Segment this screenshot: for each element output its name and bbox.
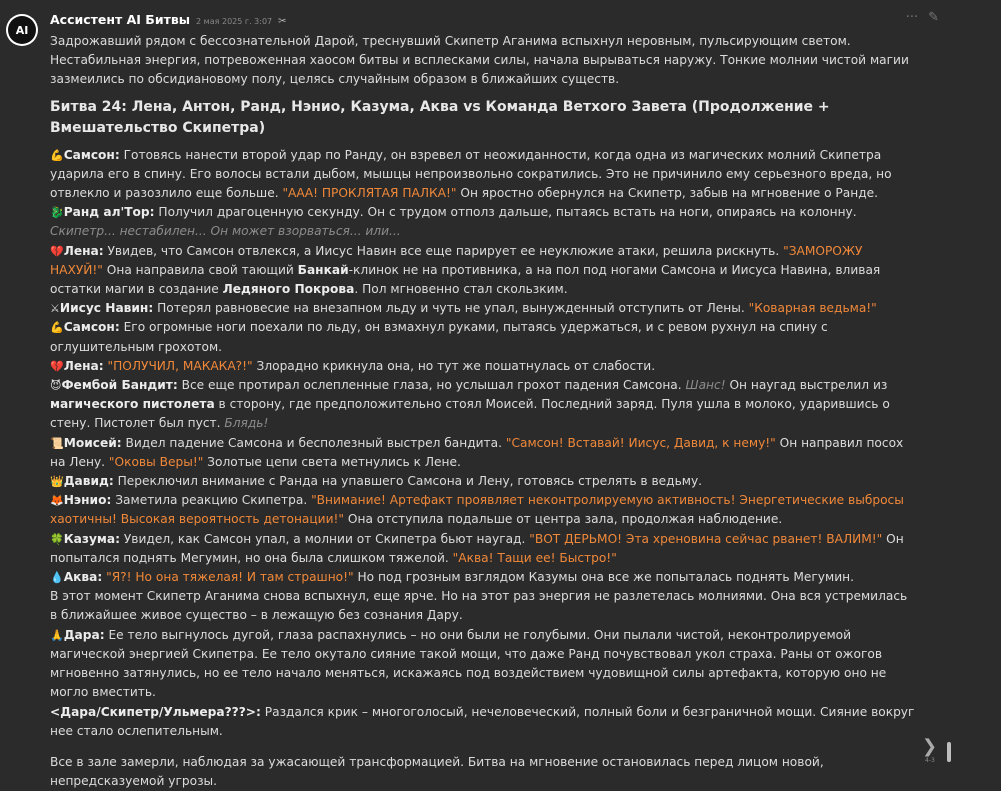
line-dara-scepter: <Дара/Скипетр/Ульмера???>: Раздался крик – многоголосый, нечеловеческий, полный боли и безграничной мощи. Сияние вокруг нее стало ослепительным.: [50, 704, 915, 738]
speaker-name: Лена:: [63, 243, 104, 258]
chevron-right-icon[interactable]: ❯: [922, 736, 938, 757]
line-lena-2: 💔Лена: "ПОЛУЧИЛ, МАКАКА?!" Злорадно крикнула она, но тут же пошатнулась от слабости.: [50, 358, 656, 373]
speaker-name: Казума:: [63, 531, 120, 546]
scrollbar[interactable]: [947, 742, 951, 762]
quote: "ВОТ ДЕРЬМО! Эта хреновина сейчас рванет! ВАЛИМ!": [529, 531, 883, 546]
quote: "ААА! ПРОКЛЯТАЯ ПАЛКА!": [282, 186, 457, 201]
speaker-name: Моисей:: [63, 435, 122, 450]
line-samson-2: 💪Самсон: Его огромные ноги поехали по льду, он взмахнул руками, пытаясь удержаться, и с ревом рухнул на спину с оглушительным грохотом.: [50, 320, 828, 354]
speaker-name: Фембой Бандит:: [61, 378, 178, 393]
line-david: 👑Давид: Переключил внимание с Ранда на упавшего Самсона и Лену, готовясь стрелять в ведьму.: [50, 474, 703, 489]
author-name[interactable]: Ассистент AI Битвы: [50, 12, 191, 27]
speaker-name: Самсон:: [63, 320, 120, 335]
quote: "ЗАМОРОЖУ НАХУЙ!": [50, 243, 863, 277]
fox-icon: 🦊: [50, 494, 64, 508]
line-kazuma: 🍀Казума: Увидел, как Самсон упал, а молнии от Скипетра бьют наугад. "ВОТ ДЕРЬМО! Эта хреновина сейчас рванет! ВАЛИМ!" Он попытался поднять Мегумин, но она была слишком тяжелой. "Аква! Тащи ее! Быстро!": [50, 531, 904, 565]
line-dara: 🙏Дара: Ее тело выгнулось дугой, глаза распахнулись – но они были не голубыми. Они пылали чистой, неконтролируемой магической энергией Скипетра. Ее тело окутало сияние такой мощи, что даже Ранд почувствовал укол страха. Раны от ожогов мгновенно затянулись, но ее тело начало меняться, искажаясь под воздействием чудовищной силы артефакта, которую оно не могло вместить.: [50, 627, 887, 700]
more-icon[interactable]: ···: [905, 10, 919, 25]
author-avatar[interactable]: [6, 14, 38, 46]
devil-icon: 😈: [50, 379, 62, 393]
message-body: [50, 32, 918, 791]
message-date[interactable]: 2 мая 2025 г. 3:07: [196, 17, 273, 26]
flexed-biceps-icon: 💪: [50, 321, 64, 335]
message-header: [50, 12, 287, 30]
dragon-icon: 🐉: [50, 206, 64, 220]
line-rand: 🐉Ранд ал'Тор: Получил драгоценную секунду. Он с трудом отполз дальше, пытаясь встать на ноги, опираясь на колонну. Скипетр... нестабилен... Он может взорваться... или...: [50, 205, 857, 239]
quote: "ПОЛУЧИЛ, МАКАКА?!": [103, 358, 253, 373]
quote: "Оковы Веры!": [108, 454, 204, 469]
praying-hands-icon: 🙏: [50, 628, 64, 642]
intro-paragraph: Задрожавший рядом с бессознательной Дарой, треснувший Скипетр Аганима вспыхнул неровным, пульсирующим светом. Нестабильная энергия, потревоженная хаосом битвы и всплесками силы, начала вырываться наружу. Тонкие молнии чистой магии зазмеились по обсидиановому полу, целясь случайным образом в ближайших существ.: [50, 34, 909, 87]
speaker-name: Ранд ал'Тор:: [63, 205, 155, 220]
broken-heart-icon: 💔: [50, 244, 64, 258]
crown-icon: 👑: [50, 475, 64, 489]
line-aqua: 💧Аква: "Я?! Но она тяжелая! И там страшно!" Но под грозным взглядом Казумы она все же попыталась поднять Мегумин.: [50, 570, 854, 585]
speaker-name: Давид:: [63, 474, 114, 489]
quote: "Самсон! Вставай! Иисус, Давид, к нему!": [505, 435, 776, 450]
line-nenio: 🦊Нэнио: Заметила реакцию Скипетра. "Внимание! Артефакт проявляет неконтролируемую активность! Энергетические выбросы хаотичны! Высокая вероятность детонации!" Она отступила подальше от центра зала, продолжая наблюдение.: [50, 493, 904, 527]
quote: "Внимание! Артефакт проявляет неконтролируемую активность! Энергетические выбросы хаотичны! Высокая вероятность детонации!": [50, 493, 904, 527]
line-narration: В этот момент Скипетр Аганима снова вспыхнул, еще ярче. Но на этот раз энергия не разлетелась молниями. Она вся устремилась в ближайшее живое существо – в лежащую без сознания Дару.: [50, 589, 908, 623]
edit-icon[interactable]: ✎: [928, 10, 939, 25]
scissors-icon: ✂: [278, 16, 287, 27]
scroll-counter: 4-3: [925, 757, 935, 764]
outro-paragraph: Все в зале замерли, наблюдая за ужасающей трансформацией. Битва на мгновение остановилась перед лицом новой, непредсказуемой угрозы.: [50, 754, 824, 789]
flexed-biceps-icon: 💪: [50, 148, 64, 162]
quote: "Я?! Но она тяжелая! И там страшно!": [102, 570, 354, 585]
speaker-name: Нэнио:: [63, 493, 112, 508]
clover-icon: 🍀: [50, 532, 64, 546]
avatar-logo: AI: [8, 16, 36, 44]
line-joshua: ⚔Иисус Навин: Потерял равновесие на внезапном льду и чуть не упал, вынужденный отступить от Лены. "Коварная ведьма!": [50, 301, 877, 316]
scroll-icon: 📜: [50, 436, 64, 450]
speaker-name: Самсон:: [63, 147, 120, 162]
speaker-name: Иисус Навин:: [59, 301, 154, 316]
line-femboy-bandit: 😈Фембой Бандит: Все еще протирал ослепленные глаза, но услышал грохот падения Самсона. Шанс! Он наугад выстрелил из магического пистолета в сторону, где предположительно стоял Моисей. Последний заряд. Пуля ушла в молоко, ударившись о стену. Пистолет был пуст. Блядь!: [50, 378, 890, 431]
crossed-swords-icon: ⚔: [50, 302, 60, 316]
droplet-icon: 💧: [50, 571, 64, 585]
line-samson-1: 💪Самсон: Готовясь нанести второй удар по Ранду, он взревел от неожиданности, когда одна из магических молний Скипетра ударила его в спину. Его волосы встали дыбом, мышцы непроизвольно сократились. Это не причинило ему серьезного вреда, но отвлекло и разозлило еще больше. "ААА! ПРОКЛЯТАЯ ПАЛКА!" Он яростно обернулся на Скипетр, забыв на мгновение о Ранде.: [50, 147, 892, 201]
message-actions: [906, 10, 939, 25]
speaker-name: Дара:: [63, 627, 105, 642]
quote: "Коварная ведьма!": [748, 301, 877, 316]
battle-title: Битва 24: Лена, Антон, Ранд, Нэнио, Казума, Аква vs Команда Ветхого Завета (Продолжение + Вмешательство Скипетра): [50, 98, 830, 136]
speaker-name: <Дара/Скипетр/Ульмера???>:: [50, 704, 261, 719]
thought: Скипетр... нестабилен... Он может взорваться... или...: [50, 224, 401, 239]
quote: "Аква! Тащи ее! Быстро!": [452, 550, 617, 565]
speaker-name: Лена:: [63, 358, 104, 373]
line-moses: 📜Моисей: Видел падение Самсона и бесполезный выстрел бандита. "Самсон! Вставай! Иисус, Давид, к нему!" Он направил посох на Лену. "Оковы Веры!" Золотые цепи света метнулись к Лене.: [50, 435, 904, 469]
line-lena-1: 💔Лена: Увидев, что Самсон отвлекся, а Иисус Навин все еще парирует ее неуклюжие атаки, решила рискнуть. "ЗАМОРОЖУ НАХУЙ!" Она направила свой тающий Банкай-клинок не на противника, а на пол под ногами Самсона и Иисуса Навина, вливая остатки магии в создание Ледяного Покрова. Пол мгновенно стал скользким.: [50, 243, 881, 297]
broken-heart-icon: 💔: [50, 359, 64, 373]
speaker-name: Аква:: [63, 570, 103, 585]
